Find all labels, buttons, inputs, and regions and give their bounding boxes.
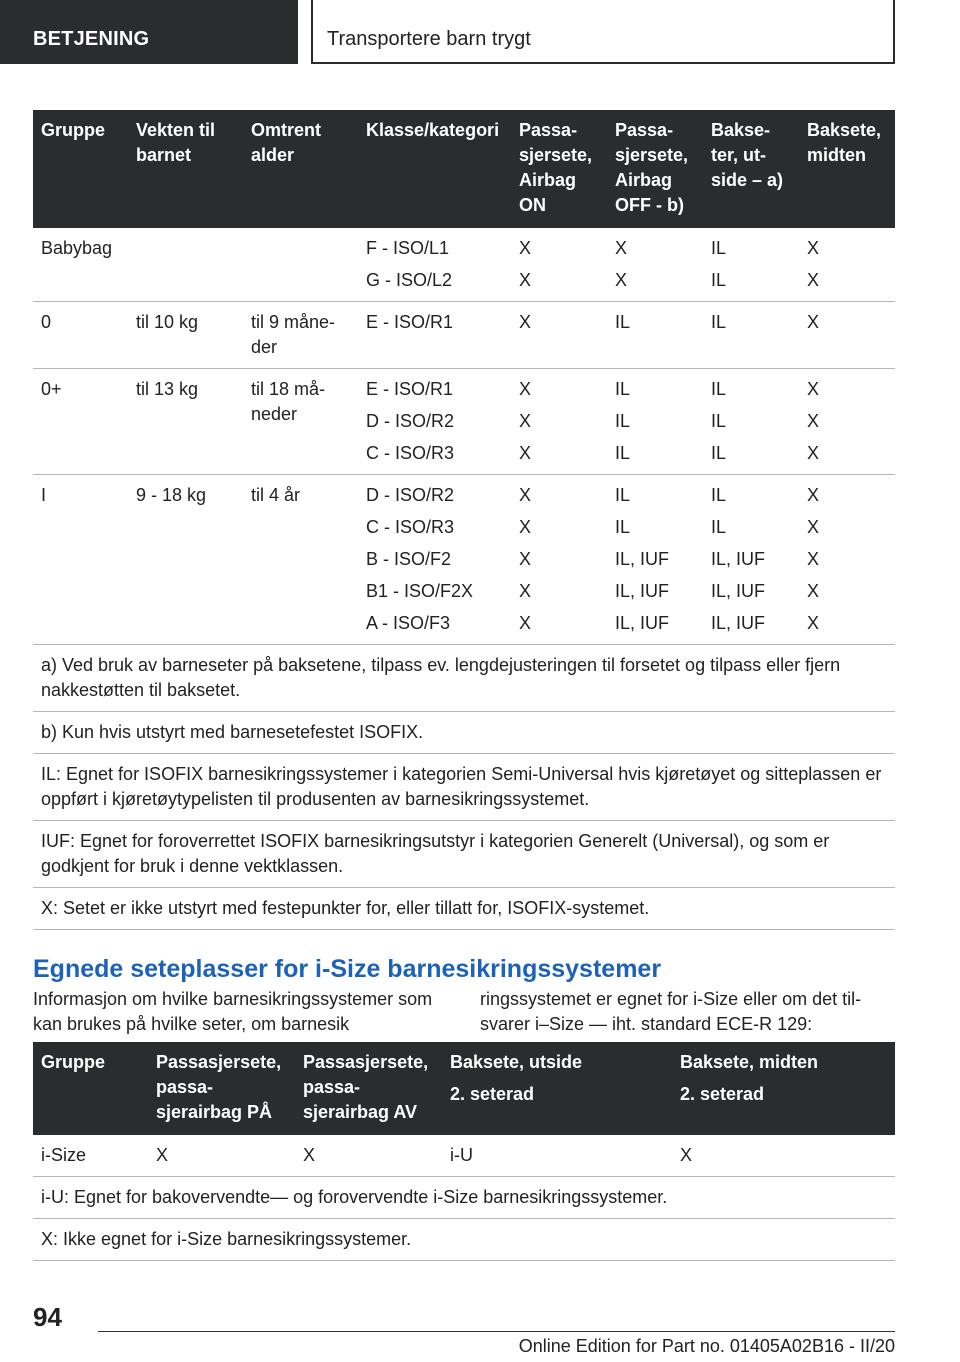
table-row [33, 228, 895, 302]
cell-class [358, 369, 511, 475]
footer-edition: Online Edition for Part no. 01405A02B16 - II/20 [518, 1336, 895, 1356]
cell-group: Babybag [41, 238, 113, 258]
cell-line: X [519, 411, 532, 431]
cell-line: IL [711, 379, 727, 399]
cell-airbag-on [511, 228, 607, 302]
note-text: X: Ikke egnet for i-Size barnesikringssystemer. [41, 1229, 412, 1249]
cell-line: X [807, 581, 820, 601]
col-header: Passasjersete, Airbag OFF - b) [607, 110, 703, 228]
cell-rear-outer [703, 302, 799, 369]
col-header: Bakseter, utside – a) [703, 110, 799, 228]
section-header [0, 0, 298, 64]
cell-line: B1 - ISO/F2X [366, 581, 474, 601]
isofix-table [33, 110, 895, 930]
note-text: IL: Egnet for ISOFIX barnesikringssystemer i kategorien Semi-Universal hvis kjøretøyet og sitteplassen er oppført i kjøretøytypelisten til produsenten av barnesikringssystemet. [41, 764, 882, 809]
cell-line: F - ISO/L1 [366, 238, 450, 258]
cell-line: X [519, 613, 532, 633]
cell-class [358, 475, 511, 645]
cell-class [358, 302, 511, 369]
table-note [33, 821, 895, 888]
cell-class [358, 228, 511, 302]
cell-airbag-on [511, 475, 607, 645]
cell-line: IL [615, 485, 631, 505]
cell-line: E - ISO/R1 [366, 312, 454, 332]
note-text: a) Ved bruk av barneseter på baksetene, tilpass ev. lengdejusteringen til forsetet og tilpass eller fjern nakkestøtten til baksetet. [41, 655, 841, 700]
cell-line: E - ISO/R1 [366, 379, 454, 399]
col-header: Gruppe [33, 1042, 148, 1135]
cell-line: D - ISO/R2 [366, 411, 455, 431]
col-header: Passasjersete, passasjerairbag PÅ [148, 1042, 295, 1135]
cell-line: X [807, 549, 820, 569]
cell-line: B - ISO/F2 [366, 549, 452, 569]
cell-line: C - ISO/R3 [366, 443, 455, 463]
cell-line: IL, IUF [711, 613, 766, 633]
table-note [33, 1219, 895, 1261]
cell-line: IL [615, 443, 631, 463]
cell-airbag-off [607, 228, 703, 302]
cell-line: IL [711, 443, 727, 463]
cell-airbag-off [607, 369, 703, 475]
col-header: Gruppe [33, 110, 128, 228]
isize-table [33, 1042, 895, 1261]
chapter-header [311, 0, 895, 64]
cell-airbag-on [511, 302, 607, 369]
cell-line: IL, IUF [711, 581, 766, 601]
table-note [33, 888, 895, 930]
cell-airbag-off [607, 475, 703, 645]
cell-rear-outer [703, 369, 799, 475]
col-header: Baksete, midten [799, 110, 895, 228]
table-note [33, 1177, 895, 1219]
footer-divider [98, 1331, 895, 1332]
cell-weight: til 10 kg [136, 312, 199, 332]
cell-rear-middle: X [680, 1145, 693, 1165]
cell-line: IL, IUF [615, 613, 670, 633]
cell-line: X [807, 485, 820, 505]
note-text: IUF: Egnet for foroverrettet ISOFIX barnesikringsutstyr i kategorien Generelt (Universal), og som er godkjent for bruk i denne vektklassen. [41, 831, 830, 876]
cell-line: IL [711, 312, 727, 332]
table-row [33, 475, 895, 645]
cell-line: A - ISO/F3 [366, 613, 451, 633]
cell-line: IL [615, 312, 631, 332]
cell-line: IL [711, 270, 727, 290]
cell-line: X [519, 549, 532, 569]
cell-line: IL [615, 517, 631, 537]
cell-line: X [807, 312, 820, 332]
cell-weight: 9 - 18 kg [136, 485, 207, 505]
cell-line: IL, IUF [615, 549, 670, 569]
cell-line: X [807, 379, 820, 399]
table-header-row [33, 1042, 895, 1135]
cell-rear-middle [799, 475, 895, 645]
col-header: Passasjersete, Airbag ON [511, 110, 607, 228]
note-text: b) Kun hvis utstyrt med barnesetefestet ISOFIX. [41, 722, 424, 742]
cell-line: IL [615, 411, 631, 431]
cell-line: IL, IUF [711, 549, 766, 569]
table-note [33, 754, 895, 821]
section-label: BETJENING [33, 28, 150, 50]
page-number: 94 [33, 1302, 62, 1332]
cell-age [243, 228, 358, 302]
cell-rear-middle [799, 369, 895, 475]
cell-weight: til 13 kg [136, 379, 199, 399]
cell-line: IL, IUF [615, 581, 670, 601]
col-header [442, 1042, 672, 1135]
cell-rear-outer [703, 475, 799, 645]
col-header [672, 1042, 895, 1135]
cell-line: X [519, 238, 532, 258]
cell-group: 0+ [41, 379, 62, 399]
col-header-line: 2. seterad [680, 1084, 765, 1104]
cell-line: X [615, 238, 628, 258]
cell-line: IL [711, 517, 727, 537]
cell-line: IL [711, 238, 727, 258]
col-header: Klasse/kategori [358, 110, 511, 228]
col-header: Passasjersete, passasjerairbag AV [295, 1042, 442, 1135]
cell-line: X [807, 443, 820, 463]
cell-group: i-Size [41, 1145, 87, 1165]
cell-airbag-on [511, 369, 607, 475]
cell-line: X [519, 485, 532, 505]
col-header-line: Baksete, midten [680, 1052, 819, 1072]
table-note [33, 645, 895, 712]
cell-line: C - ISO/R3 [366, 517, 455, 537]
cell-rear-outer: i-U [450, 1145, 473, 1165]
cell-age: til 4 år [251, 485, 301, 505]
cell-line: X [807, 411, 820, 431]
cell-line: X [807, 238, 820, 258]
cell-age: til 9 måneder [251, 312, 336, 357]
cell-line: X [807, 270, 820, 290]
cell-line: X [807, 613, 820, 633]
cell-rear-outer [703, 228, 799, 302]
cell-rear-middle [799, 228, 895, 302]
cell-line: G - ISO/L2 [366, 270, 453, 290]
chapter-title: Transportere barn trygt [327, 28, 531, 50]
col-header: Vekten til barnet [128, 110, 243, 228]
cell-group: I [41, 485, 47, 505]
intro-text-left: Informasjon om hvilke barnesikringssystemer som kan brukes på hvilke seter, om barnesik [33, 989, 433, 1034]
cell-line: D - ISO/R2 [366, 485, 455, 505]
col-header-line: Baksete, utside [450, 1052, 583, 1072]
note-text: X: Setet er ikke utstyrt med festepunkter for, eller tillatt for, ISOFIX-systemet. [41, 898, 650, 918]
table-note [33, 712, 895, 754]
cell-line: IL [615, 379, 631, 399]
note-text: i-U: Egnet for bakovervendte— og forovervendte i-Size barnesikringssystemer. [41, 1187, 668, 1207]
cell-line: X [519, 581, 532, 601]
cell-line: X [519, 517, 532, 537]
col-header-line: 2. seterad [450, 1084, 535, 1104]
cell-age: til 18 måneder [251, 379, 326, 424]
cell-line: X [519, 443, 532, 463]
col-header: Omtrent alder [243, 110, 358, 228]
cell-line: IL [711, 485, 727, 505]
cell-line: X [519, 270, 532, 290]
cell-line: IL [711, 411, 727, 431]
cell-airbag-off: X [303, 1145, 316, 1165]
cell-line: X [519, 312, 532, 332]
cell-weight [128, 228, 243, 302]
cell-airbag-on: X [156, 1145, 169, 1165]
cell-group: 0 [41, 312, 52, 332]
table-row [33, 369, 895, 475]
table-row [33, 302, 895, 369]
cell-airbag-off [607, 302, 703, 369]
cell-rear-middle [799, 302, 895, 369]
table-header-row [33, 110, 895, 228]
table-row [33, 1135, 895, 1177]
cell-line: X [807, 517, 820, 537]
section-title: Egnede seteplasser for i-Size barnesikringssystemer [33, 955, 662, 983]
intro-text-right: ringssystemet er egnet for i-Size eller om det tilsvarer i–Size — iht. standard ECE-R 129: [480, 989, 862, 1034]
cell-line: X [519, 379, 532, 399]
cell-line: X [615, 270, 628, 290]
